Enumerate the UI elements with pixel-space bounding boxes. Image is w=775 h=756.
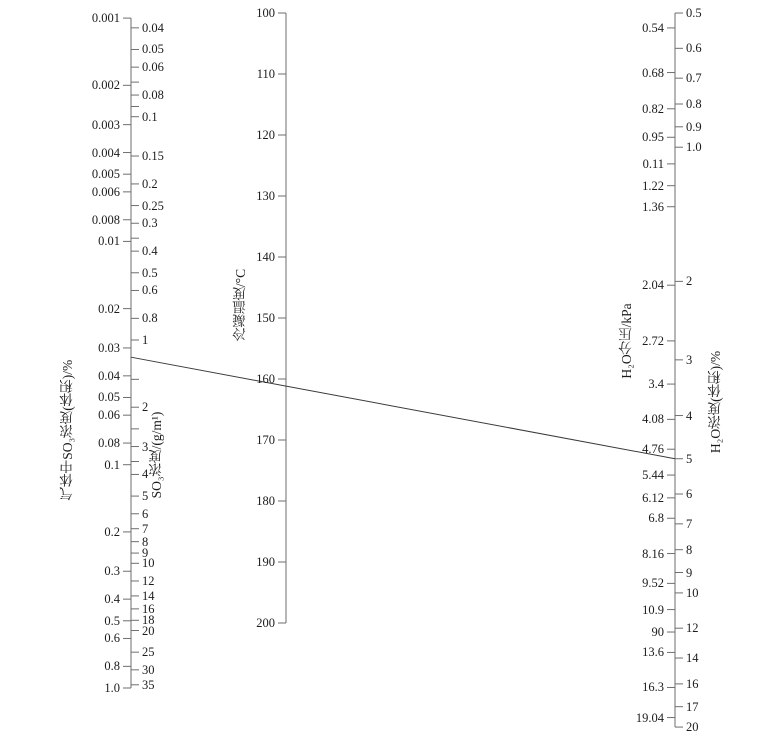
tick-label-h2o_percent: 0.8 (686, 96, 702, 111)
tick-label-so3_gm3: 20 (142, 623, 155, 638)
tick-label-so3_percent: 0.03 (98, 340, 120, 355)
tick-label-h2o_kpa: 0.11 (642, 156, 664, 171)
tick-label-h2o_kpa: 0.54 (642, 20, 664, 35)
axis-title-h2o-percent: H₂O浓度(体积)/% (708, 350, 723, 454)
tick-label-so3_gm3: 7 (142, 521, 149, 536)
tick-label-h2o_percent: 10 (686, 585, 699, 600)
tick-label-so3_percent: 0.008 (91, 212, 120, 227)
tick-label-condensation_temp: 180 (256, 493, 275, 508)
tick-label-so3_gm3: 12 (142, 573, 155, 588)
tick-label-so3_percent: 0.06 (98, 407, 120, 422)
tick-label-condensation_temp: 170 (256, 432, 275, 447)
tick-label-so3_gm3: 0.8 (142, 311, 158, 326)
tick-label-h2o_percent: 8 (686, 542, 693, 557)
tick-label-so3_percent: 0.05 (98, 390, 120, 405)
tick-label-h2o_percent: 0.7 (686, 70, 702, 85)
tick-label-so3_percent: 0.005 (91, 166, 120, 181)
tick-label-h2o_percent: 14 (686, 650, 699, 665)
tick-label-h2o_percent: 6 (686, 486, 693, 501)
tick-label-h2o_kpa: 16.3 (642, 680, 664, 695)
tick-label-h2o_percent: 3 (686, 352, 693, 367)
tick-label-h2o_kpa: 9.52 (642, 576, 664, 591)
tick-label-h2o_kpa: 1.36 (642, 199, 664, 214)
tick-label-so3_gm3: 25 (142, 644, 155, 659)
tick-label-so3_percent: 0.002 (91, 78, 120, 93)
tick-label-so3_percent: 0.003 (91, 117, 120, 132)
tick-label-so3_percent: 0.004 (91, 145, 120, 160)
tick-label-so3_percent: 0.4 (104, 591, 120, 606)
tick-label-so3_gm3: 14 (142, 588, 155, 603)
tick-label-so3_gm3: 10 (142, 556, 155, 571)
tick-label-so3_percent: 0.001 (91, 10, 120, 25)
tick-label-h2o_percent: 0.5 (686, 5, 702, 20)
tick-label-h2o_kpa: 19.04 (635, 710, 664, 725)
tick-label-so3_gm3: 0.04 (142, 20, 164, 35)
tick-label-condensation_temp: 120 (256, 127, 275, 142)
tick-label-so3_gm3: 0.06 (142, 59, 164, 74)
tick-label-so3_percent: 0.006 (91, 184, 120, 199)
tick-label-h2o_kpa: 6.8 (648, 510, 664, 525)
tick-label-condensation_temp: 190 (256, 554, 275, 569)
tick-label-h2o_kpa: 0.68 (642, 65, 664, 80)
tick-label-so3_gm3: 0.4 (142, 243, 158, 258)
tick-label-condensation_temp: 100 (256, 5, 275, 20)
tick-label-so3_percent: 0.8 (104, 659, 120, 674)
tick-label-so3_gm3: 0.05 (142, 42, 164, 57)
tick-label-so3_percent: 0.08 (98, 435, 120, 450)
tick-label-so3_percent: 0.5 (104, 613, 120, 628)
tick-label-so3_gm3: 0.08 (142, 87, 164, 102)
tick-label-so3_gm3: 18 (142, 613, 155, 628)
tick-label-h2o_percent: 12 (686, 620, 699, 635)
tick-label-so3_gm3: 2 (142, 399, 149, 414)
axis-title-condensation-temp: 冷凝温度/°C (233, 268, 248, 342)
tick-label-so3_percent: 0.3 (104, 563, 120, 578)
tick-label-h2o_kpa: 4.76 (642, 441, 664, 456)
tick-label-so3_gm3: 16 (142, 601, 155, 616)
tick-label-so3_gm3: 1 (142, 332, 149, 347)
tick-label-so3_percent: 0.02 (98, 301, 120, 316)
tick-label-h2o_kpa: 6.12 (642, 490, 664, 505)
tick-label-h2o_kpa: 3.4 (648, 376, 664, 391)
tick-label-h2o_percent: 17 (686, 699, 699, 714)
tick-label-h2o_kpa: 0.95 (642, 130, 664, 145)
axis-title-h2o-partial-pressure: H₂O分压/kPa (619, 303, 634, 379)
tick-label-h2o_kpa: 0.82 (642, 101, 664, 116)
isopleth-line (131, 357, 675, 459)
tick-label-h2o_kpa: 5.44 (642, 467, 664, 482)
tick-label-so3_gm3: 35 (142, 677, 155, 692)
tick-label-so3_gm3: 8 (142, 534, 149, 549)
tick-label-h2o_percent: 7 (686, 516, 693, 531)
tick-label-h2o_kpa: 10.9 (642, 602, 664, 617)
tick-label-condensation_temp: 130 (256, 188, 275, 203)
tick-label-h2o_percent: 0.6 (686, 41, 702, 56)
tick-label-so3_gm3: 0.3 (142, 215, 158, 230)
tick-label-h2o_kpa: 1.22 (642, 178, 664, 193)
tick-label-so3_gm3: 9 (142, 545, 149, 560)
tick-label-so3_gm3: 30 (142, 662, 155, 677)
tick-label-h2o_percent: 20 (686, 719, 699, 734)
axis-title-so3-gm3: SO₃浓度/(g/m¹) (149, 411, 164, 499)
tick-label-so3_gm3: 0.15 (142, 148, 164, 163)
tick-label-h2o_percent: 5 (686, 451, 693, 466)
tick-label-h2o_kpa: 90 (651, 624, 664, 639)
tick-label-h2o_kpa: 4.08 (642, 412, 664, 427)
tick-label-h2o_percent: 0.9 (686, 119, 702, 134)
tick-label-condensation_temp: 150 (256, 310, 275, 325)
tick-label-so3_gm3: 6 (142, 506, 149, 521)
tick-label-condensation_temp: 160 (256, 371, 275, 386)
tick-label-so3_percent: 0.1 (104, 457, 120, 472)
tick-label-h2o_percent: 16 (686, 676, 699, 691)
tick-label-condensation_temp: 140 (256, 249, 275, 264)
tick-label-so3_gm3: 0.1 (142, 109, 158, 124)
tick-label-h2o_kpa: 2.04 (642, 277, 664, 292)
tick-label-so3_percent: 0.01 (98, 234, 120, 249)
tick-label-h2o_kpa: 13.6 (642, 645, 664, 660)
tick-label-so3_gm3: 0.6 (142, 283, 158, 298)
tick-label-h2o_percent: 2 (686, 274, 693, 289)
tick-label-so3_gm3: 4 (142, 467, 149, 482)
tick-label-so3_percent: 0.04 (98, 368, 120, 383)
axis-title-so3-percent: 气体中SO₃浓度(体积)/% (60, 359, 75, 501)
tick-label-h2o_percent: 9 (686, 565, 693, 580)
tick-label-so3_gm3: 0.2 (142, 176, 158, 191)
tick-label-condensation_temp: 200 (256, 615, 275, 630)
tick-label-so3_percent: 0.2 (104, 524, 120, 539)
tick-label-h2o_percent: 1.0 (686, 139, 702, 154)
tick-label-so3_gm3: 0.25 (142, 198, 164, 213)
tick-label-h2o_kpa: 2.72 (642, 333, 664, 348)
tick-label-condensation_temp: 110 (256, 66, 275, 81)
tick-label-so3_percent: 0.6 (104, 631, 120, 646)
tick-label-so3_gm3: 3 (142, 439, 149, 454)
tick-label-so3_gm3: 5 (142, 488, 149, 503)
tick-label-h2o_percent: 4 (686, 408, 693, 423)
tick-label-h2o_kpa: 8.16 (642, 546, 664, 561)
tick-label-so3_gm3: 0.5 (142, 265, 158, 280)
tick-label-so3_percent: 1.0 (104, 680, 120, 695)
